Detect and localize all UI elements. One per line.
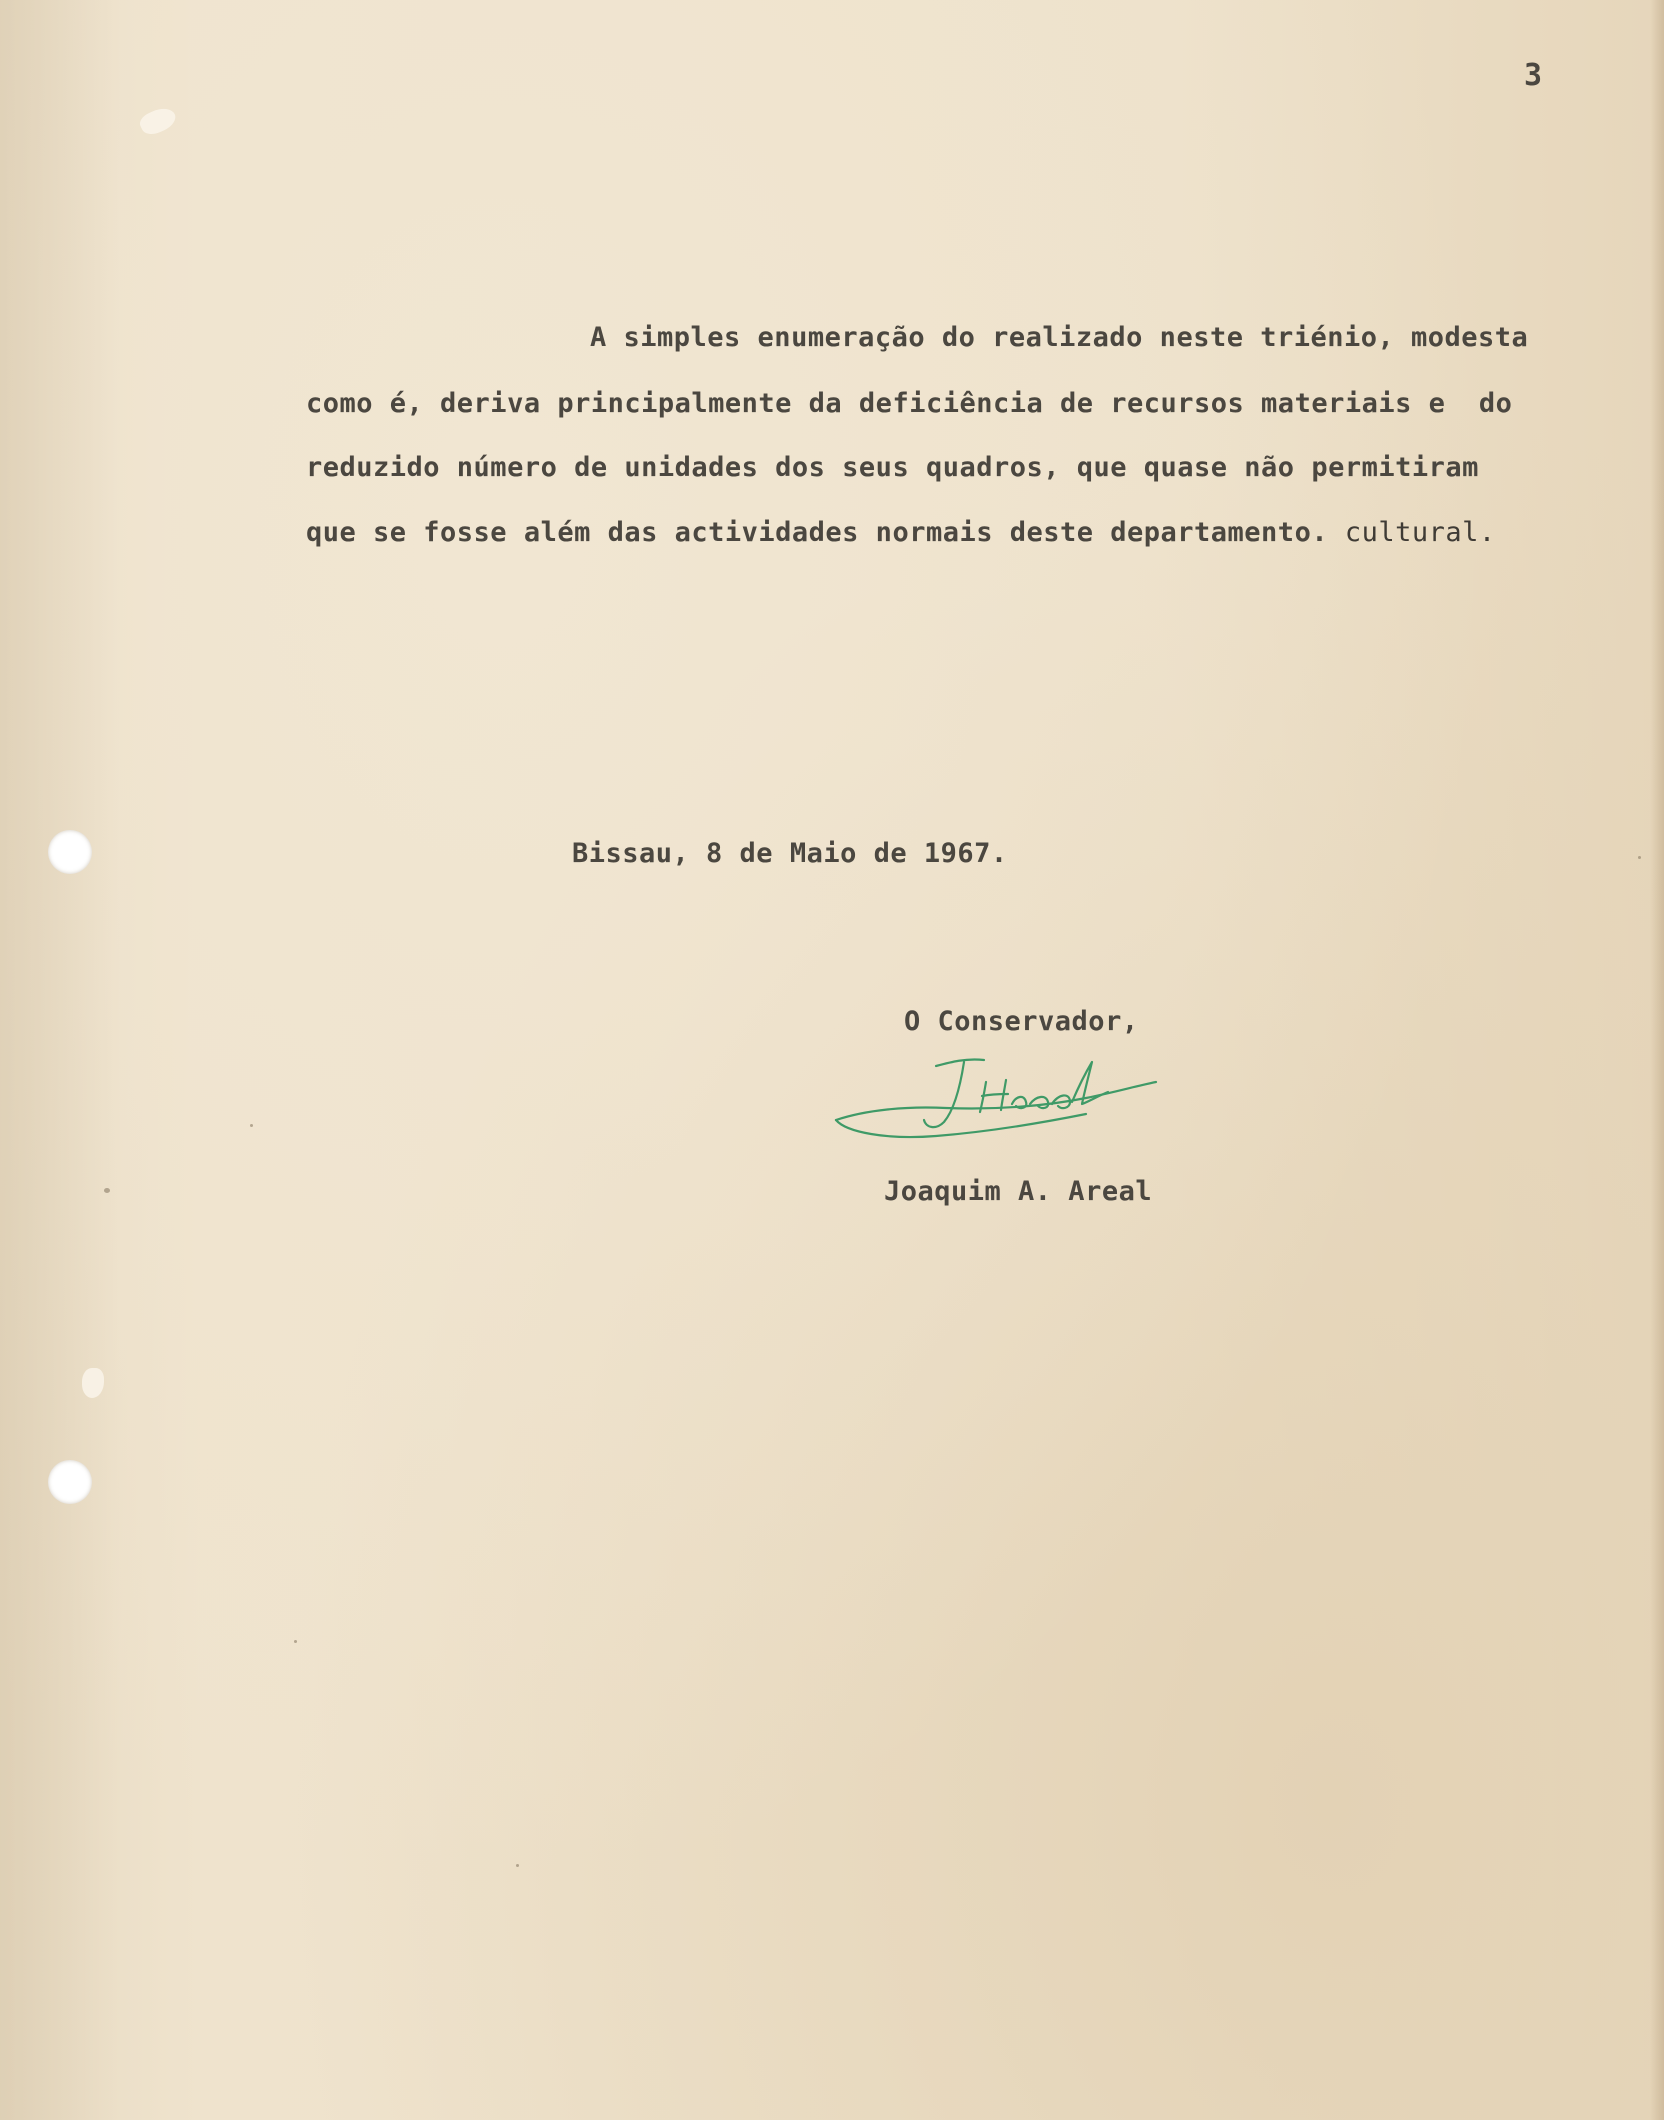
ink-speck — [1638, 856, 1641, 859]
page-number: 3 — [1524, 58, 1543, 93]
paragraph-line-text: que se fosse além das actividades normais deste departamento. — [306, 517, 1329, 548]
closing-title: O Conservador, — [904, 1006, 1139, 1037]
punch-hole-icon — [48, 830, 92, 874]
handwritten-signature — [826, 1048, 1176, 1158]
ink-speck — [516, 1864, 519, 1867]
paragraph-line: A simples enumeração do realizado neste triénio, modesta — [590, 322, 1529, 353]
punch-hole-icon — [48, 1460, 92, 1504]
paper-tear-mark — [137, 103, 179, 138]
page-left-shading — [0, 0, 120, 2120]
added-word: cultural. — [1344, 517, 1496, 548]
ink-speck — [250, 1124, 253, 1127]
place-date: Bissau, 8 de Maio de 1967. — [572, 838, 1008, 869]
paragraph-line: como é, deriva principalmente da deficiência de recursos materiais e do — [306, 388, 1513, 419]
page-right-edge — [1650, 0, 1664, 2120]
ink-speck — [294, 1640, 297, 1643]
signer-name: Joaquim A. Areal — [884, 1176, 1153, 1207]
paragraph-line: reduzido número de unidades dos seus quadros, que quase não permitiram — [306, 452, 1479, 483]
paragraph-line — [306, 517, 1496, 548]
ink-speck — [104, 1188, 110, 1193]
